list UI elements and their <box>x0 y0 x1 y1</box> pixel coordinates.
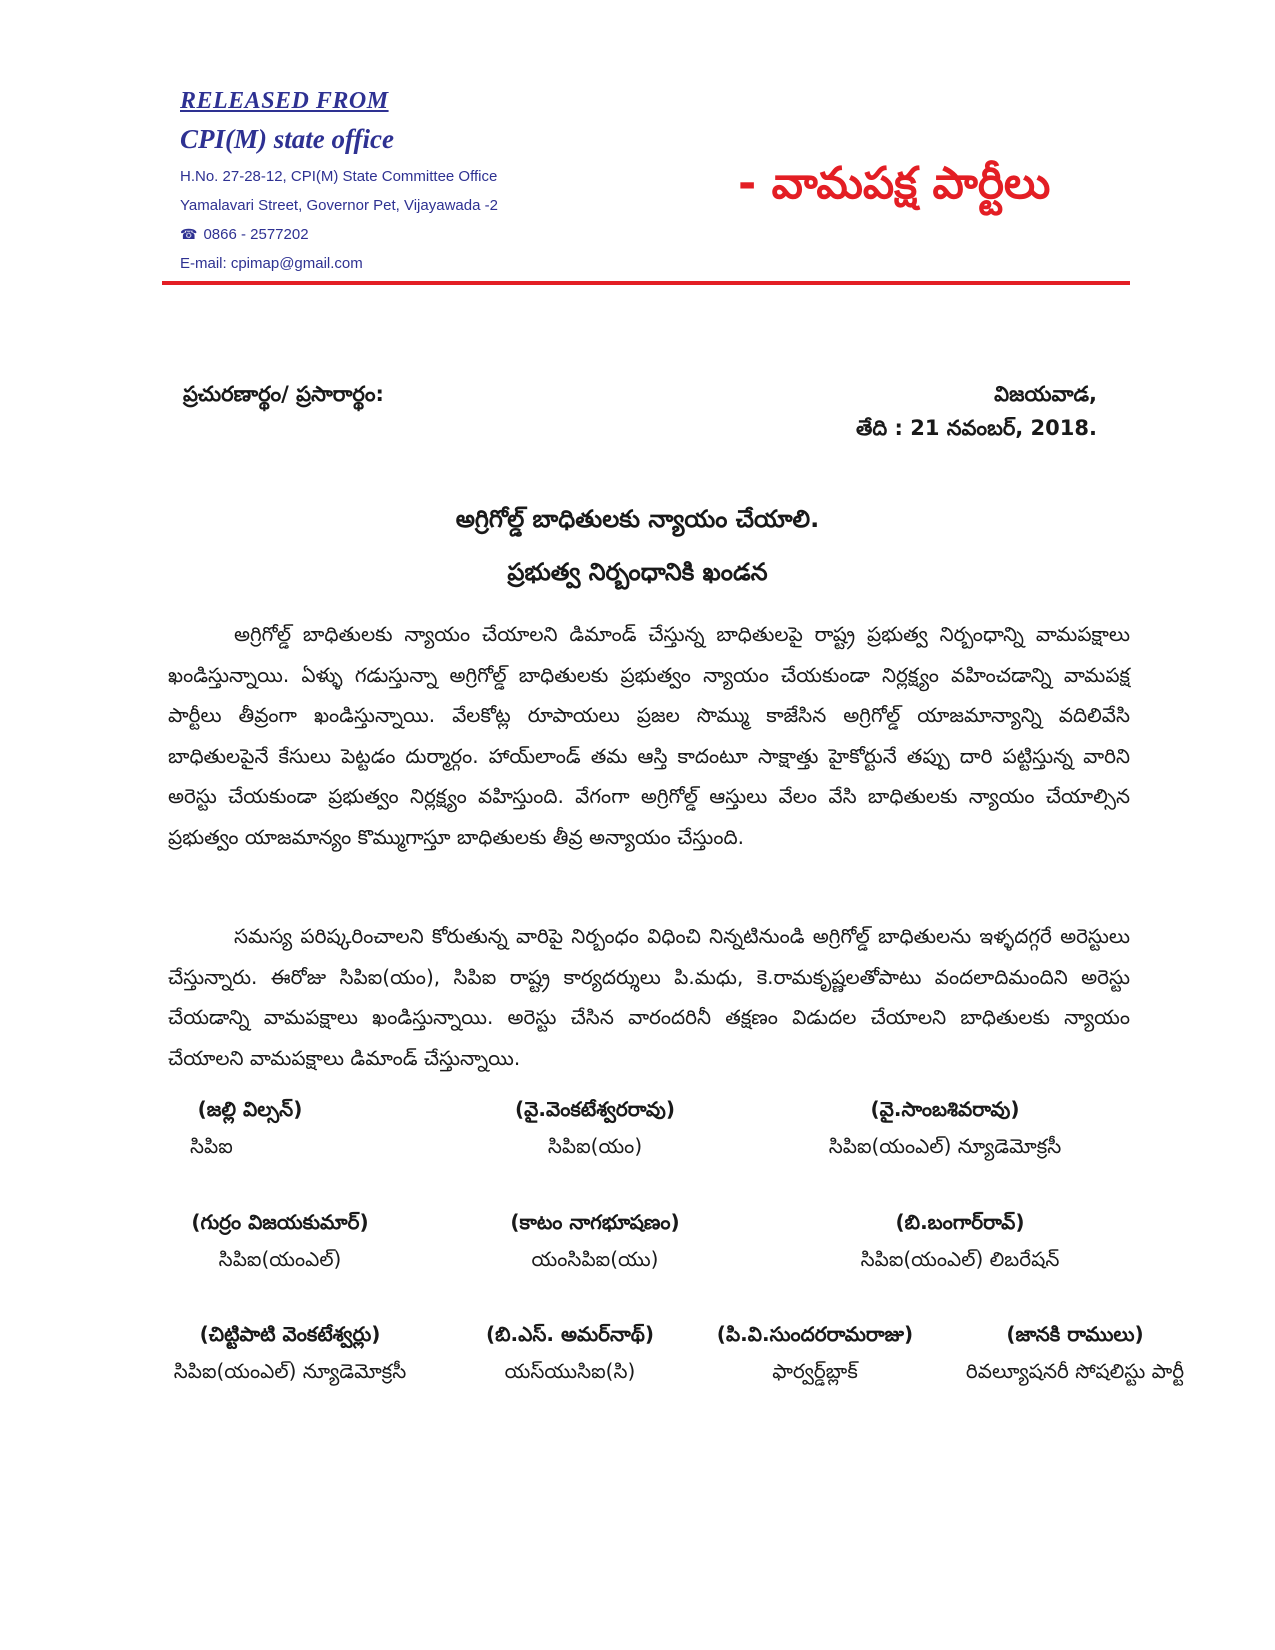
signatory-name: (గుర్రం విజయకుమార్) <box>191 1210 369 1234</box>
signatory-party: సిపిఐ(యం) <box>547 1134 643 1158</box>
signatory-5 <box>470 1210 720 1276</box>
signatory-name: (జల్లి విల్సన్) <box>197 1097 303 1121</box>
signatory-1 <box>150 1097 350 1163</box>
signatory-6 <box>800 1210 1120 1276</box>
party-banner: - వామపక్ష పార్టీలు <box>738 158 1051 209</box>
signatory-9 <box>690 1322 940 1388</box>
signatory-party: సిపిఐ(యంఎల్) న్యూడెమోక్రసీ <box>173 1359 407 1383</box>
signatory-8 <box>460 1322 680 1388</box>
letterhead-divider <box>162 281 1130 285</box>
signatory-party: సిపిఐ(యంఎల్) న్యూడెమోక్రసీ <box>828 1134 1062 1158</box>
phone-number: 0866 - 2577202 <box>203 226 309 243</box>
signatory-party: సిపిఐ(యంఎల్) <box>218 1247 342 1271</box>
subheadline: ప్రభుత్వ నిర్బంధానికి ఖండన <box>507 558 768 586</box>
address-line-1: H.No. 27-28-12, CPI(M) State Committee Office <box>180 168 498 185</box>
body-paragraph-1: అగ్రిగోల్డ్ బాధితులకు న్యాయం చేయాలని డిమాండ్ చేస్తున్న బాధితులపై రాష్ట్ర ప్రభుత్వ నిర్బంధాన్ని వామపక్షాలు ఖండిస్తున్నాయి. ఏళ్ళు గడుస్తున్నా అగ్రిగోల్డ్ బాధితులకు ప్రభుత్వం న్యాయం చేయకుండా నిర్లక్ష్యం వహించడాన్ని వామపక్ష పార్టీలు తీవ్రంగా ఖండిస్తున్నాయి. వేలకోట్ల రూపాయలు ప్రజల సొమ్ము కాజేసిన అగ్రిగోల్డ్ యాజమాన్యాన్ని వదిలివేసి బాధితులపైనే కేసులు పెట్టడం దుర్మార్గం. హాయ్‌లాండ్ తమ ఆస్తి కాదంటూ సాక్షాత్తు హైకోర్టునే తప్పు దారి పట్టిస్తున్న వారిని అరెస్టు చేయకుండా ప్రభుత్వం నిర్లక్ష్యం వహిస్తుంది. వేగంగా అగ్రిగోల్డ్ ఆస్తులు వేలం వేసి బాధితులకు న్యాయం చేయాల్సిన ప్రభుత్వం యాజమాన్యం కొమ్ముగాస్తూ బాధితులకు తీవ్ర అన్యాయం చేస్తుంది. <box>168 622 1130 849</box>
signatory-name: (బి.ఎస్. అమర్‌నాథ్) <box>485 1322 655 1346</box>
address-line-2: Yamalavari Street, Governor Pet, Vijayawada -2 <box>180 197 498 214</box>
signatory-name: (వై.వెంకటేశ్వరరావు) <box>515 1097 675 1121</box>
signatory-2 <box>470 1097 720 1163</box>
signatory-10 <box>940 1322 1210 1388</box>
signatory-7 <box>140 1322 440 1388</box>
signatory-name: (కాటం నాగభూషణం) <box>510 1210 680 1234</box>
phone-line <box>180 226 309 243</box>
signatory-name: (పి.వి.సుందరరామరాజు) <box>716 1322 914 1346</box>
signatory-party: ఫార్వర్డ్‌బ్లాక్ <box>772 1359 858 1383</box>
phone-icon: ☎ <box>180 226 198 242</box>
place-label: విజయవాడ, <box>994 382 1097 406</box>
released-from-label: RELEASED FROM <box>180 88 389 114</box>
signatory-3 <box>770 1097 1120 1163</box>
signatory-4 <box>150 1210 410 1276</box>
signatory-party: యంసిపిఐ(యు) <box>531 1247 659 1271</box>
signatory-party: యస్‌యుసిఐ(సి) <box>504 1359 636 1383</box>
signatory-party: సిపిఐ(యంఎల్) లిబరేషన్ <box>860 1247 1060 1271</box>
office-name: CPI(M) state office <box>180 124 394 154</box>
signatory-name: (జానకి రాములు) <box>1006 1322 1144 1346</box>
signatory-name: (చిట్టిపాటి వెంకటేశ్వర్లు) <box>199 1322 381 1346</box>
body-paragraph-2: సమస్య పరిష్కరించాలని కోరుతున్న వారిపై నిర్బంధం విధించి నిన్నటినుండి అగ్రిగోల్డ్ బాధితులను ఇళ్ళదగ్గరే అరెస్టులు చేస్తున్నారు. ఈరోజు సిపిఐ(యం), సిపిఐ రాష్ట్ర కార్యదర్శులు పి.మధు, కె.రామకృష్ణలతోపాటు వందలాదిమందిని అరెస్టు చేయడాన్ని వామపక్షాలు ఖండిస్తున్నాయి. అరెస్టు చేసిన వారందరినీ తక్షణం విడుదల చేయాలని బాధితులకు న్యాయం చేయాలని వామపక్షాలు డిమాండ్ చేస్తున్నాయి. <box>168 924 1130 1070</box>
signatory-name: (వై.సాంబశివరావు) <box>870 1097 1020 1121</box>
headline: అగ్రిగోల్డ్ బాధితులకు న్యాయం చేయాలి. <box>455 505 820 533</box>
signatory-party: రివల్యూషనరీ సోషలిస్టు పార్టీ <box>965 1359 1185 1383</box>
purpose-label: ప్రచురణార్థం/ ప్రసారార్థం: <box>183 382 384 406</box>
signatory-name: (బి.బంగార్‌రావ్) <box>895 1210 1025 1234</box>
email-address: E-mail: cpimap@gmail.com <box>180 255 363 272</box>
signatory-party: సిపిఐ <box>190 1134 233 1158</box>
date-label: తేది : 21 నవంబర్, 2018. <box>856 416 1097 440</box>
